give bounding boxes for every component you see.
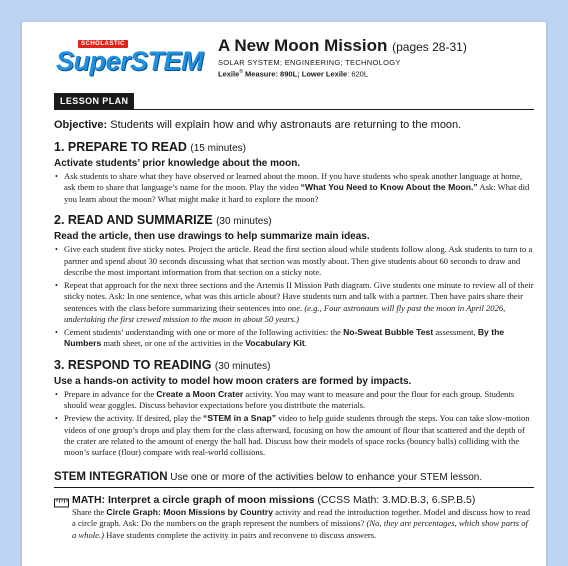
moon-crater-link[interactable]: Create a Moon Crater [156, 388, 244, 399]
section-title [54, 358, 534, 374]
objective-text: Students will explain how and why astronauts are returning to the moon. [107, 119, 462, 131]
objective [54, 118, 534, 132]
math-standards: (CCSS Math: 3.MD.B.3, 6.SP.B.5) [314, 493, 476, 506]
math-activity [54, 494, 534, 541]
lexile-label: Lexile [218, 69, 240, 79]
stem-integration-title: STEM INTEGRATION [54, 470, 168, 483]
lower-lexile-label: Lower Lexile [301, 69, 348, 79]
section-respond-to-reading [54, 358, 534, 459]
bullet-list [54, 171, 534, 205]
list-item: • Give each student five sticky notes. Project the article. Read the first section aloud while students follow along. Ask students to turn to a partner and spend about 30 seconds discussing what that section was mostly about. Then give students about 60 seconds to draw and describe the most important information from that section on a sticky note. [54, 244, 534, 278]
stem-integration-desc: Use one or more of the activities below to enhance your STEM lesson. [167, 471, 483, 483]
section-minutes: (30 minutes) [216, 216, 272, 228]
objective-label: Objective: [54, 119, 108, 131]
section-title-text: 3. RESPOND TO READING [54, 357, 212, 372]
vocabulary-kit-link[interactable]: Vocabulary Kit [245, 338, 305, 349]
list-item: • Cement students’ understanding with one or more of the following activities: the No-Sweat Bubble Test assessment, By the Numbers math sheet, or one of the activities in the Vocabulary Kit. [54, 327, 534, 350]
section-read-and-summarize [54, 213, 534, 350]
logo-text: SuperSTEM [56, 46, 204, 76]
page-title [218, 36, 546, 57]
section-subtitle: Read the article, then use drawings to help summarize main ideas. [54, 231, 370, 243]
list-item: • Repeat that approach for the next three sections and the Artemis II Mission Path diagram. Give students one minute to review all of their sticky notes. Ask: In one sentence, what was this article about? Have students turn and talk with a partner. Then have pairs share their sentences with the class before summarizing their sentences into one. (e.g., Four astronauts will fly past the moon in April 2026, undertaking the first crewed mission to the moon in about 50 years.) [54, 280, 534, 326]
section-title-text: 2. READ AND SUMMARIZE [54, 213, 213, 228]
section-subtitle: Activate students’ prior knowledge about the moon. [54, 158, 301, 169]
math-heading-text: MATH: Interpret a circle graph of moon missions [72, 493, 315, 506]
lesson-plan-page [22, 22, 546, 566]
stem-integration-bar [54, 467, 534, 488]
list-item: • Preview the activity. If desired, play the “STEM in a Snap” video to help guide students through the steps. You can take slow-motion videos of one group’s drops and play them for the class afterward, focusing on how the amount of flour that scattered and the depth of the crater are related to the amount of energy the ball had. Discuss how their models of space rocks (bouncy balls) colliding with the moon’s surface (flour) compare with real-world collisions. [54, 413, 534, 459]
ruler-icon [54, 496, 69, 509]
superstem-logo [56, 40, 208, 84]
section-minutes: (30 minutes) [214, 360, 271, 372]
bullet-list [54, 244, 534, 350]
title-text: A New Moon Mission [218, 36, 388, 55]
bubble-test-link[interactable]: No-Sweat Bubble Test [343, 327, 434, 338]
section-prepare-to-read [54, 140, 534, 205]
lesson-plan-label: LESSON PLAN [54, 93, 134, 109]
list-item: • Ask students to share what they have observed or learned about the moon. If you have students who speak another language at home, ask them to share that language’s name for the moon. Play the video “What You Need to Know About the Moon.” Ask: What did you learn about the moon? What might make it hard to explore the moon? [54, 171, 534, 205]
circle-graph-link[interactable]: Circle Graph: Moon Missions by Country [106, 506, 274, 517]
math-body: Share the Circle Graph: Moon Missions by Country activity and read the introduction together. Model and discuss how to read a circle graph. Ask: Do the numbers on the graph represent the numbers of missions? (No, they are percentages, which show parts of a whole.) Have students complete the activity in pairs and reconvene to discuss answers. [72, 506, 531, 540]
answer-text: (No, they are percentages, which show parts of a whole.) [72, 518, 528, 540]
math-heading [72, 494, 534, 507]
section-title [54, 140, 534, 156]
section-subtitle: Use a hands-on activity to model how moon craters are formed by impacts. [54, 375, 412, 387]
section-title-text: 1. PREPARE TO READ [54, 140, 187, 154]
lexile-measure: Lexile® Measure: 890L; Lower Lexile: 620L [218, 69, 369, 79]
lexile-measure-label: Measure: 890L; [242, 69, 302, 79]
section-title [54, 213, 534, 229]
scholastic-badge: SCHOLASTIC [78, 40, 128, 48]
header [54, 32, 534, 94]
lesson-plan-bar [54, 94, 534, 110]
stem-snap-video-link[interactable]: “STEM in a Snap” [203, 413, 277, 424]
lower-lexile-value: : 620L [347, 69, 369, 79]
list-item: • Prepare in advance for the Create a Moon Crater activity. You may want to measure and pour the flour for each group. Students should wear goggles. Discuss behavior expectations before you distribute the materials. [54, 389, 534, 412]
title-block [218, 36, 546, 79]
video-link[interactable]: “What You Need to Know About the Moon.” [300, 182, 478, 193]
subject-tags: SOLAR SYSTEM; ENGINEERING; TECHNOLOGY [218, 58, 401, 67]
bullet-list [54, 389, 534, 459]
by-the-numbers-link[interactable]: By the Numbers [64, 327, 505, 349]
section-minutes: (15 minutes) [190, 143, 246, 154]
example-text: (e.g., Four astronauts will fly past the moon in April 2026, undertaking the first crewed mission to the moon in about 50 years.) [64, 302, 506, 325]
page-range: (pages 28-31) [392, 40, 467, 54]
